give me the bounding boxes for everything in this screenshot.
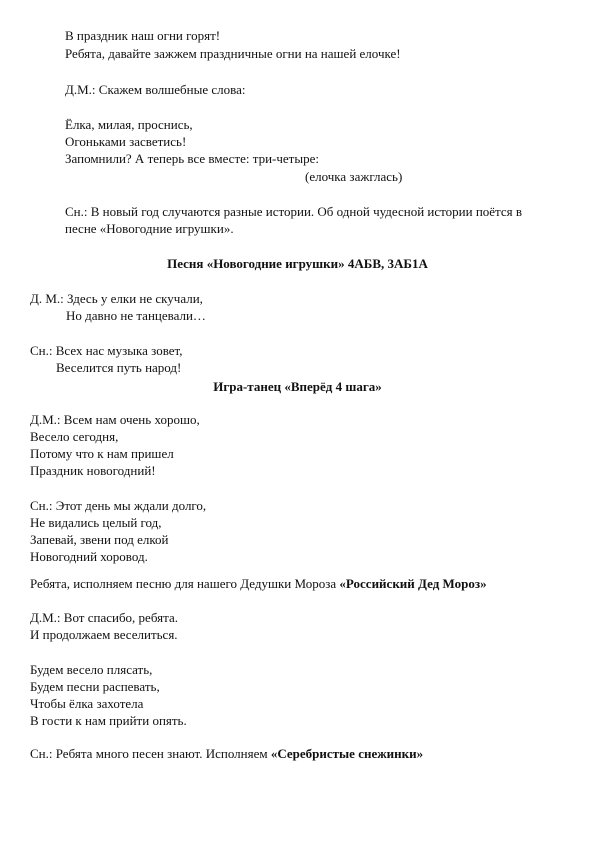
stage-direction: (елочка зажглась)	[305, 169, 403, 184]
song-title: «Российский Дед Мороз»	[339, 576, 487, 591]
section-heading: Песня «Новогодние игрушки» 4АБВ, 3АБ1А	[167, 256, 428, 271]
text-line	[30, 745, 423, 762]
text-line: Запомнили? А теперь все вместе: три-четыре:	[65, 151, 319, 166]
text-line: Д.М.: Всем нам очень хорошо,	[30, 412, 200, 427]
verse-line: Запевай, звени под елкой	[30, 532, 169, 547]
verse-line: Новогодний хоровод.	[30, 549, 148, 564]
verse-line: Не видались целый год,	[30, 515, 162, 530]
text-line: Сн.: Всех нас музыка зовет,	[30, 343, 183, 358]
verse-line: Праздник новогодний!	[30, 463, 156, 478]
text-line: Веселится путь народ!	[56, 360, 182, 375]
verse-line: В гости к нам прийти опять.	[30, 713, 187, 728]
section-heading: Игра-танец «Вперёд 4 шага»	[213, 379, 382, 394]
text-line	[30, 575, 487, 592]
verse-line: Будем весело плясать,	[30, 662, 153, 677]
verse-line: Потому что к нам пришел	[30, 446, 174, 461]
text-line: Д. М.: Здесь у елки не скучали,	[30, 291, 203, 306]
verse-line: Огоньками засветись!	[65, 134, 187, 149]
text-segment: Ребята, исполняем песню для нашего Дедушки Мороза	[30, 576, 340, 591]
text-line: В праздник наш огни горят!	[65, 28, 221, 43]
text-line: И продолжаем веселиться.	[30, 627, 178, 642]
verse-line: Чтобы ёлка захотела	[30, 696, 144, 711]
text-line: песне «Новогодние игрушки».	[65, 221, 234, 236]
text-line: Д.М.: Скажем волшебные слова:	[65, 82, 246, 97]
text-line: Но давно не танцевали…	[66, 308, 206, 323]
verse-line: Весело сегодня,	[30, 429, 119, 444]
text-line: Сн.: Этот день мы ждали долго,	[30, 498, 207, 513]
text-line: Ребята, давайте зажжем праздничные огни на нашей елочке!	[65, 46, 401, 61]
verse-line: Ёлка, милая, проснись,	[65, 117, 193, 132]
song-title: «Серебристые снежинки»	[270, 746, 424, 761]
verse-line: Будем песни распевать,	[30, 679, 160, 694]
text-line: Д.М.: Вот спасибо, ребята.	[30, 610, 178, 625]
text-segment: Сн.: Ребята много песен знают. Исполняем	[30, 746, 271, 761]
text-line: Сн.: В новый год случаются разные истории. Об одной чудесной истории поётся в	[65, 204, 523, 219]
